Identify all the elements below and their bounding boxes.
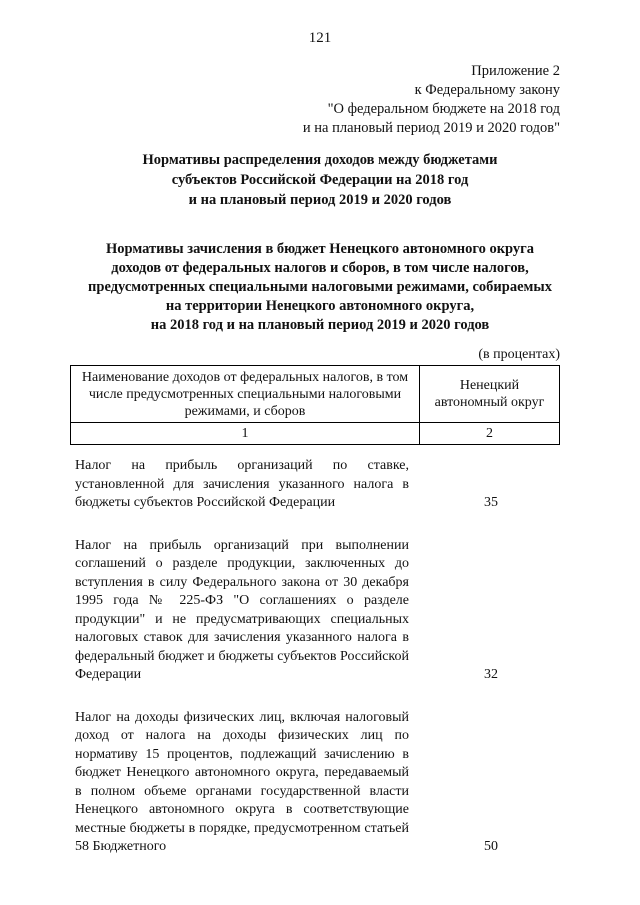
appendix-line: к Федеральному закону bbox=[414, 82, 560, 98]
table-row bbox=[75, 537, 560, 685]
column-number-1: 1 bbox=[71, 423, 420, 445]
row-value: 35 bbox=[484, 495, 498, 510]
row-value: 50 bbox=[484, 839, 498, 854]
row-income-name: Налог на прибыль организаций при выполнении соглашений о разделе продукции, заключенных до вступления в силу Федерального закона от 30 декабря 1995 года № 225-ФЗ "О соглашениях о разделе продукции" и не предусматривающих специальных налоговых ставок для зачисления указанного налога в федеральный бюджет и бюджеты субъектов Российской Федерации bbox=[75, 537, 409, 682]
appendix-line: "О федеральном бюджете на 2018 год bbox=[327, 101, 560, 117]
section-title-line: Нормативы зачисления в бюджет Ненецкого автономного округа bbox=[105, 241, 535, 257]
document-title bbox=[80, 150, 560, 210]
section-title-line: доходов от федеральных налогов и сборов, в том числе налогов, bbox=[111, 260, 529, 276]
row-income-name: Налог на доходы физических лиц, включая налоговый доход от налога на доходы физических лиц по нормативу 15 процентов, подлежащий зачислению в бюджет Ненецкого автономного округа, передаваемый в полном объеме органами государственной власти Ненецкого автономного округа в соответствующие местные бюджеты в порядке, предусмотренном статьей 58 Бюджетного bbox=[75, 709, 409, 854]
title-line: субъектов Российской Федерации на 2018 год bbox=[171, 172, 469, 188]
section-title-line: на территории Ненецкого автономного округа, bbox=[165, 298, 475, 314]
title-line: и на плановый период 2019 и 2020 годов bbox=[188, 192, 452, 208]
table-body bbox=[75, 457, 560, 881]
column-number-2: 2 bbox=[420, 423, 560, 445]
title-line: Нормативы распределения доходов между бюджетами bbox=[142, 152, 498, 168]
page-number: 121 bbox=[308, 30, 332, 46]
unit-note: (в процентах) bbox=[478, 347, 560, 362]
section-title bbox=[60, 240, 580, 335]
row-value: 32 bbox=[484, 667, 498, 682]
appendix-caption bbox=[250, 62, 560, 138]
section-title-line: предусмотренных специальными налоговыми режимами, собираемых bbox=[88, 279, 552, 295]
header-region: Ненецкий автономный округ bbox=[420, 366, 560, 423]
table-row bbox=[75, 457, 560, 513]
section-title-line: на 2018 год и на плановый период 2019 и 2020 годов bbox=[150, 317, 490, 333]
table-header bbox=[70, 365, 560, 445]
appendix-line: и на плановый период 2019 и 2020 годов" bbox=[302, 120, 560, 136]
appendix-line: Приложение 2 bbox=[471, 63, 560, 79]
header-income-name: Наименование доходов от федеральных налогов, в том числе предусмотренных специальными налоговыми режимами, и сборов bbox=[71, 366, 420, 423]
row-income-name: Налог на прибыль организаций по ставке, установленной для зачисления указанного налога в бюджеты субъектов Российской Федерации bbox=[75, 458, 409, 510]
table-row bbox=[75, 709, 560, 857]
